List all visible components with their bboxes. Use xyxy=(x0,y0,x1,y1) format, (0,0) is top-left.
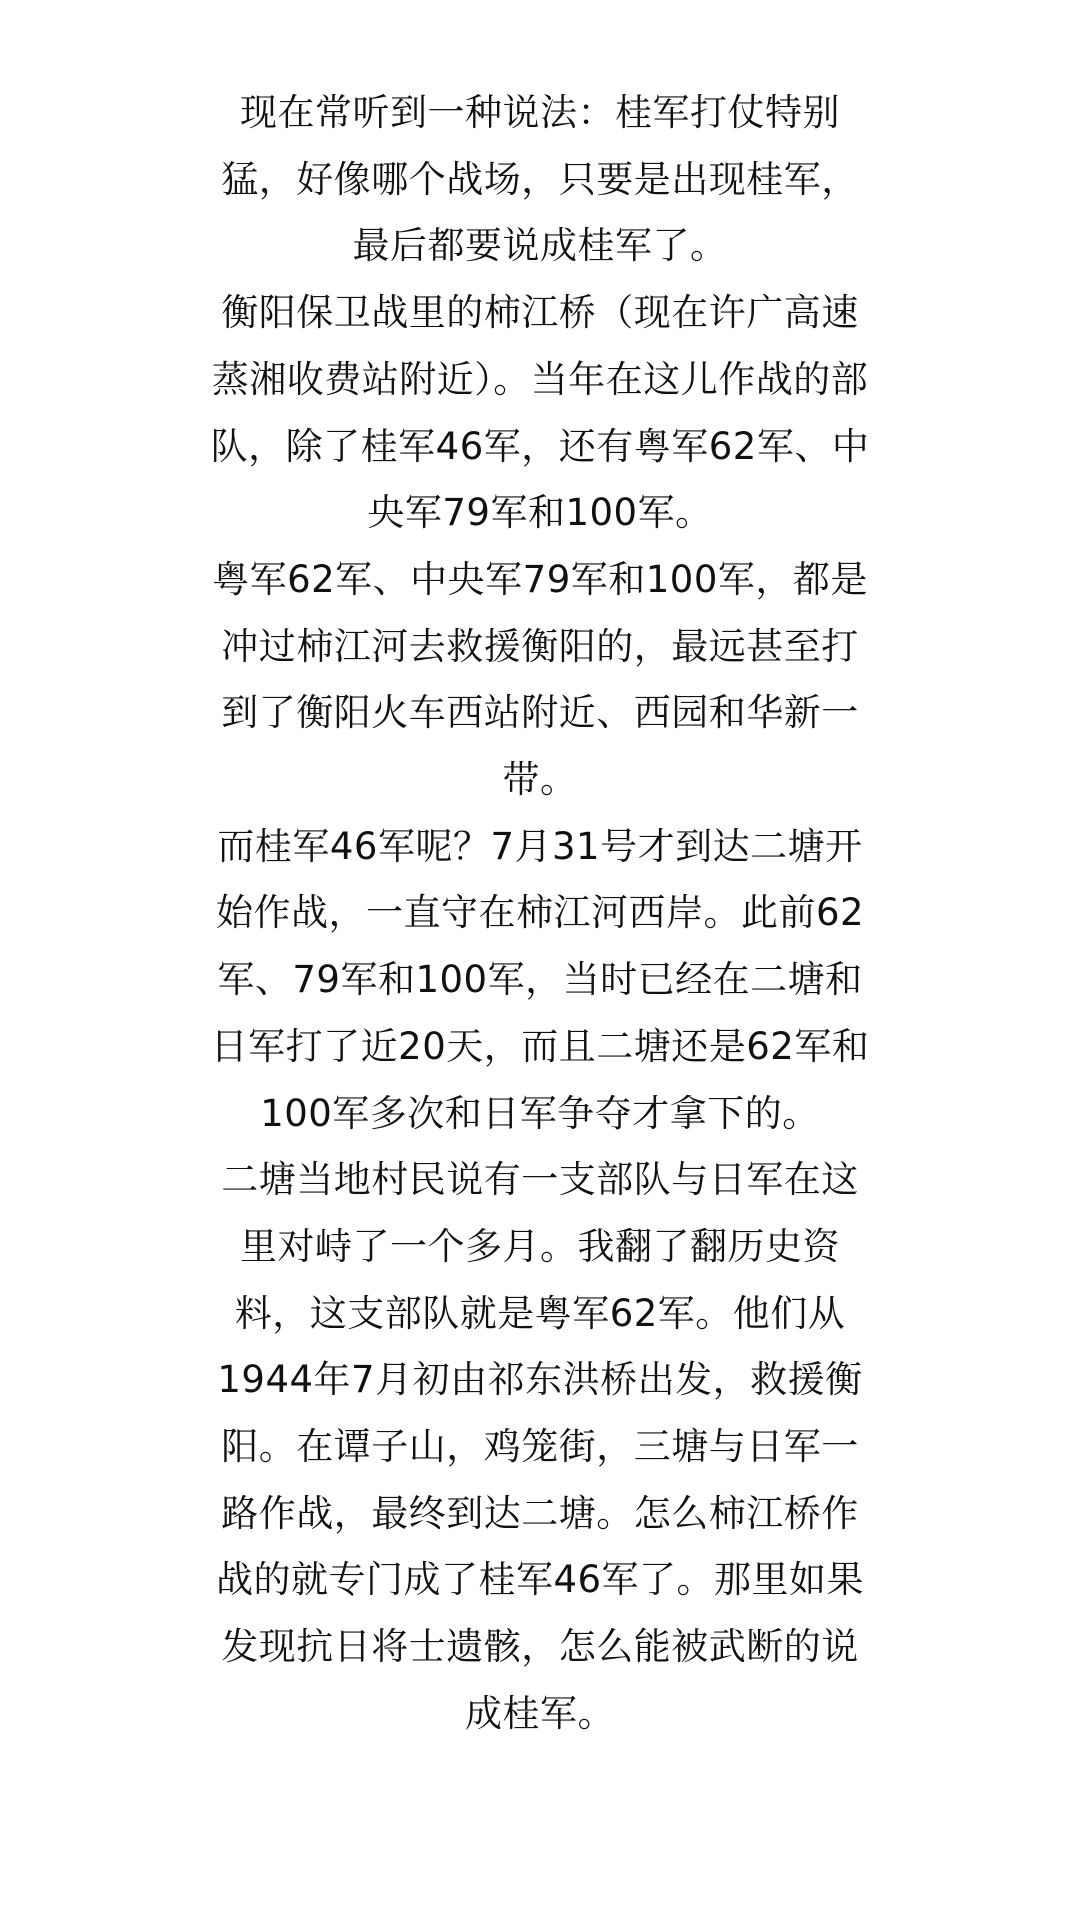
paragraph-1: 现在常听到一种说法：桂军打仗特别猛，好像哪个战场，只要是出现桂军，最后都要说成桂军了。 xyxy=(221,91,859,268)
paragraph-5: 二塘当地村民说有一支部队与日军在这里对峙了一个多月。我翻了翻历史资料，这支部队就是粤军62军。他们从1944年7月初由祁东洪桥出发，救援衡阳。在谭子山，鸡笼街，三塘与日军一路作战，最终到达二塘。怎么柿江桥作战的就专门成了桂军46军了。那里如果发现抗日将士遗骸，怎么能被武断的说成桂军。 xyxy=(215,1158,865,1735)
article-body xyxy=(205,80,875,1748)
paragraph-4: 而桂军46军呢？7月31号才到达二塘开始作战，一直守在柿江河西岸。此前62军、79军和100军，当时已经在二塘和日军打了近20天，而且二塘还是62军和100军多次和日军争夺才拿下的。 xyxy=(210,824,870,1135)
paragraph-3: 粤军62军、中央军79军和100军，都是冲过柿江河去救援衡阳的，最远甚至打到了衡阳火车西站附近、西园和华新一带。 xyxy=(212,557,868,802)
paragraph-2: 衡阳保卫战里的柿江桥（现在许广高速蒸湘收费站附近）。当年在这儿作战的部队，除了桂军46军，还有粤军62军、中央军79军和100军。 xyxy=(210,291,870,535)
